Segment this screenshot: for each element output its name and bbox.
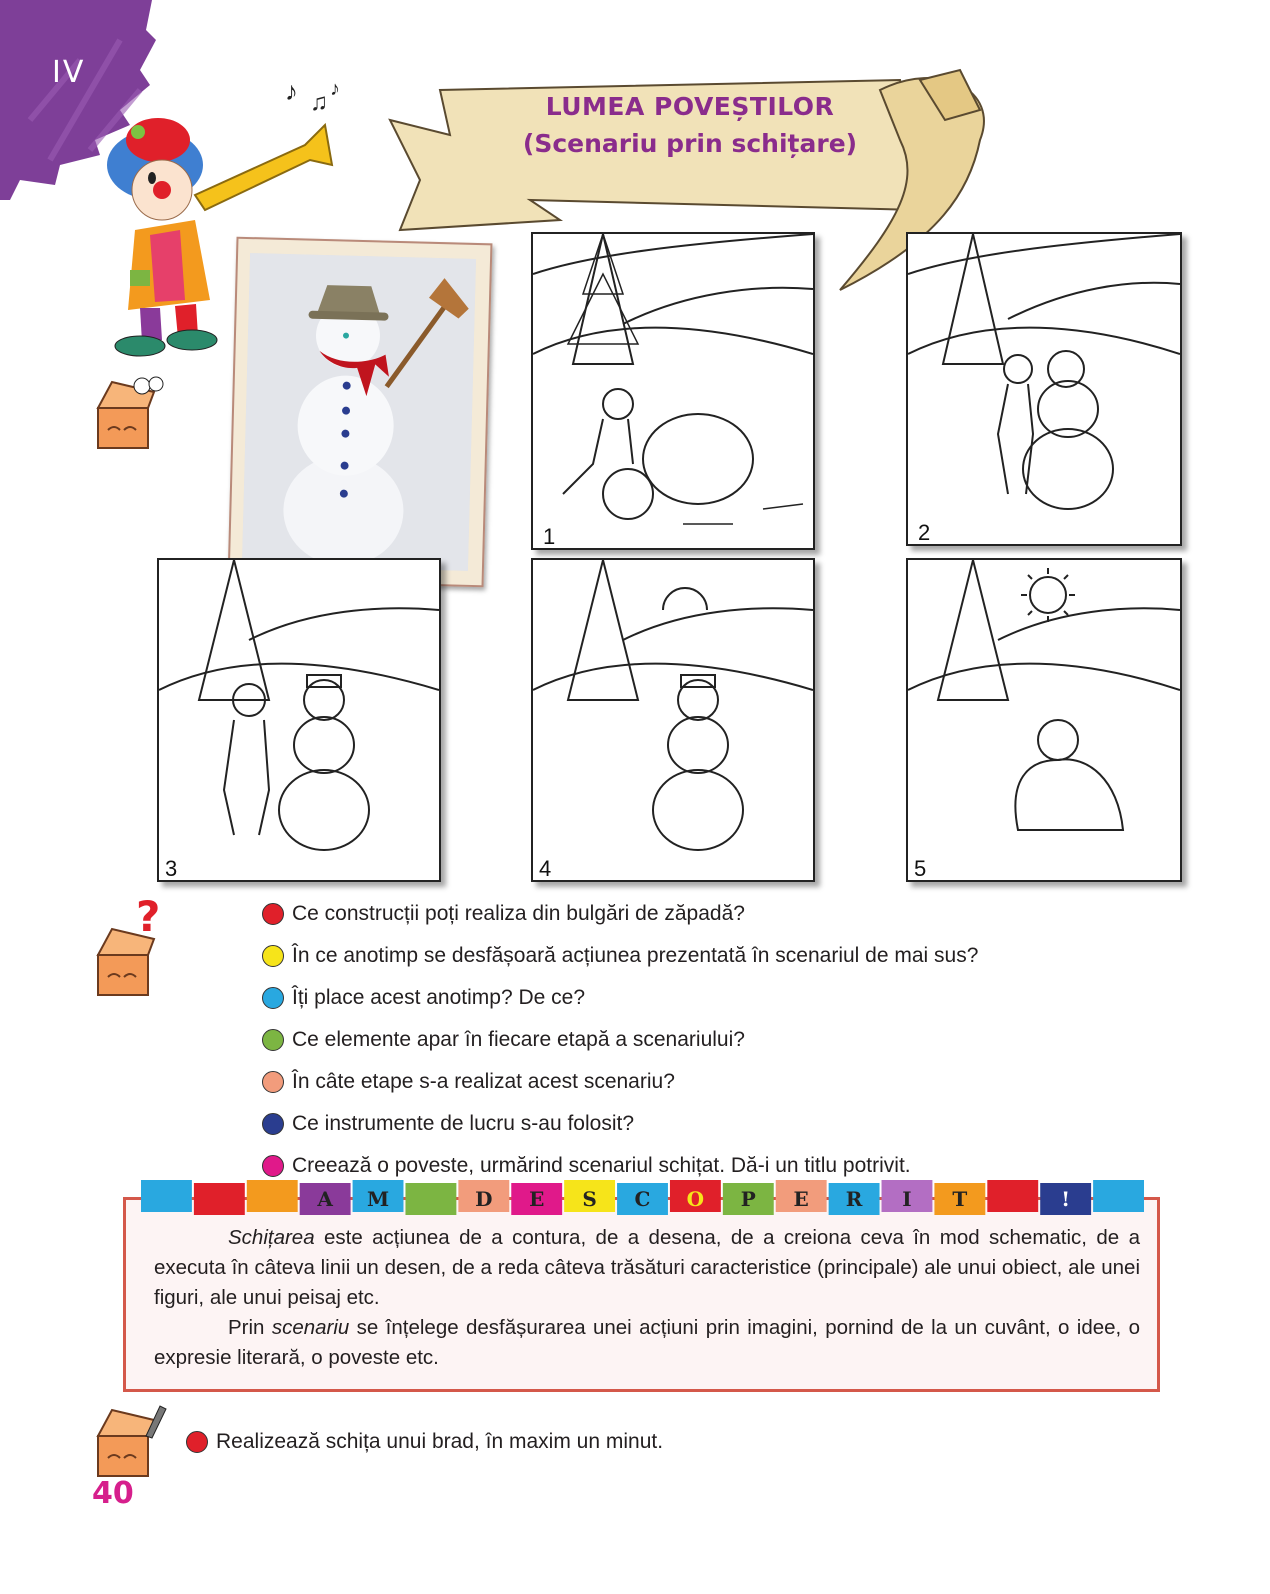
svg-text:?: ? — [136, 895, 161, 941]
salmon-bullet-icon — [262, 1071, 284, 1093]
heading-letter: C — [634, 1187, 651, 1211]
question-text: În ce anotimp se desfășoară acțiunea prezentată în scenariul de mai sus? — [292, 944, 979, 967]
discovery-heading — [140, 1180, 1145, 1216]
question-text: Îți place acest anotimp? De ce? — [292, 986, 585, 1009]
snowman-photo-frame — [228, 237, 493, 588]
definition-2-text: se înțelege desfășurarea unei acțiuni prin imagini, pornind de la un cuvânt, o idee, o expresie literară, o poveste etc. — [154, 1316, 1140, 1369]
heading-letter: S — [582, 1187, 597, 1211]
banner-subtitle: (Scenariu prin schițare) — [522, 129, 858, 158]
final-task — [186, 1430, 663, 1454]
treasure-chest-question-icon — [92, 895, 172, 1005]
panel-4-number: 4 — [539, 856, 552, 881]
banner-title — [480, 92, 900, 158]
panel-5-number: 5 — [914, 856, 927, 881]
heading-letter: R — [845, 1187, 863, 1211]
red-bullet-icon — [186, 1431, 208, 1453]
svg-text:♫: ♫ — [310, 89, 328, 116]
definition-paragraph-2 — [154, 1313, 1140, 1373]
svg-text:♪: ♪ — [330, 78, 340, 100]
heading-tile — [247, 1180, 298, 1212]
definition-2-start: Prin — [228, 1316, 272, 1339]
sketch-panel-1 — [531, 232, 815, 550]
list-item — [262, 977, 1162, 1019]
treasure-chest-eyes-icon — [92, 372, 164, 454]
heading-letter: A — [317, 1187, 333, 1211]
heading-tile — [405, 1183, 456, 1215]
question-text: În câte etape s-a realizat acest scenariu? — [292, 1070, 675, 1093]
final-task-text: Realizează schița unui brad, în maxim un minut. — [216, 1430, 664, 1453]
question-list — [262, 893, 1162, 1187]
question-text: Ce construcții poți realiza din bulgări de zăpadă? — [292, 902, 745, 925]
list-item — [262, 893, 1162, 935]
heading-letter: O — [686, 1187, 705, 1211]
definition-paragraph-1 — [154, 1223, 1140, 1313]
yellow-bullet-icon — [262, 945, 284, 967]
magenta-bullet-icon — [262, 1155, 284, 1177]
sketch-panel-5 — [906, 558, 1182, 882]
list-item — [262, 1061, 1162, 1103]
heading-tile — [987, 1180, 1038, 1212]
sketch-panel-2 — [906, 232, 1182, 546]
discovery-text — [154, 1223, 1140, 1373]
heading-letter: I — [902, 1187, 912, 1211]
heading-tile — [194, 1183, 245, 1215]
definition-1-text: este acțiunea de a contura, de a desena, de a creiona ceva în mod schematic, de a executa în câteva linii un desen, de a reda câteva trăsături caracteristice (principale) ale unui obiect, ale unei figuri, ale unui peisaj etc. — [154, 1226, 1140, 1309]
question-text: Ce instrumente de lucru s-au folosit? — [292, 1112, 634, 1135]
heading-letter: M — [366, 1187, 390, 1211]
unit-label: IV — [52, 55, 86, 90]
heading-tile — [141, 1180, 192, 1212]
question-text: Creează o poveste, urmărind scenariul schițat. Dă-i un titlu potrivit. — [292, 1154, 911, 1177]
sketch-panel-3 — [157, 558, 441, 882]
page-number: 40 — [92, 1476, 134, 1511]
term-schitarea: Schițarea — [228, 1226, 315, 1249]
heading-tile — [1093, 1180, 1144, 1212]
svg-text:♪: ♪ — [285, 76, 298, 106]
term-scenariu: scenariu — [271, 1316, 350, 1339]
heading-letter: E — [529, 1187, 545, 1211]
question-text: Ce elemente apar în fiecare etapă a scenariului? — [292, 1028, 745, 1051]
panel-1-number: 1 — [543, 524, 556, 549]
navy-bullet-icon — [262, 1113, 284, 1135]
red-bullet-icon — [262, 903, 284, 925]
panel-2-number: 2 — [918, 520, 931, 545]
heading-letter: D — [475, 1187, 493, 1211]
panel-3-number: 3 — [165, 856, 178, 881]
list-item — [262, 1103, 1162, 1145]
green-bullet-icon — [262, 1029, 284, 1051]
blue-bullet-icon — [262, 987, 284, 1009]
heading-letter: T — [952, 1187, 968, 1211]
treasure-chest-pencil-icon — [92, 1400, 172, 1482]
list-item — [262, 1019, 1162, 1061]
heading-letter: E — [793, 1187, 809, 1211]
heading-letter: ! — [1061, 1187, 1071, 1211]
banner-title-main: LUMEA POVEȘTILOR — [545, 92, 835, 121]
snowman-photo — [242, 253, 476, 571]
sketch-panel-4 — [531, 558, 815, 882]
list-item — [262, 935, 1162, 977]
heading-letter: P — [740, 1187, 756, 1211]
